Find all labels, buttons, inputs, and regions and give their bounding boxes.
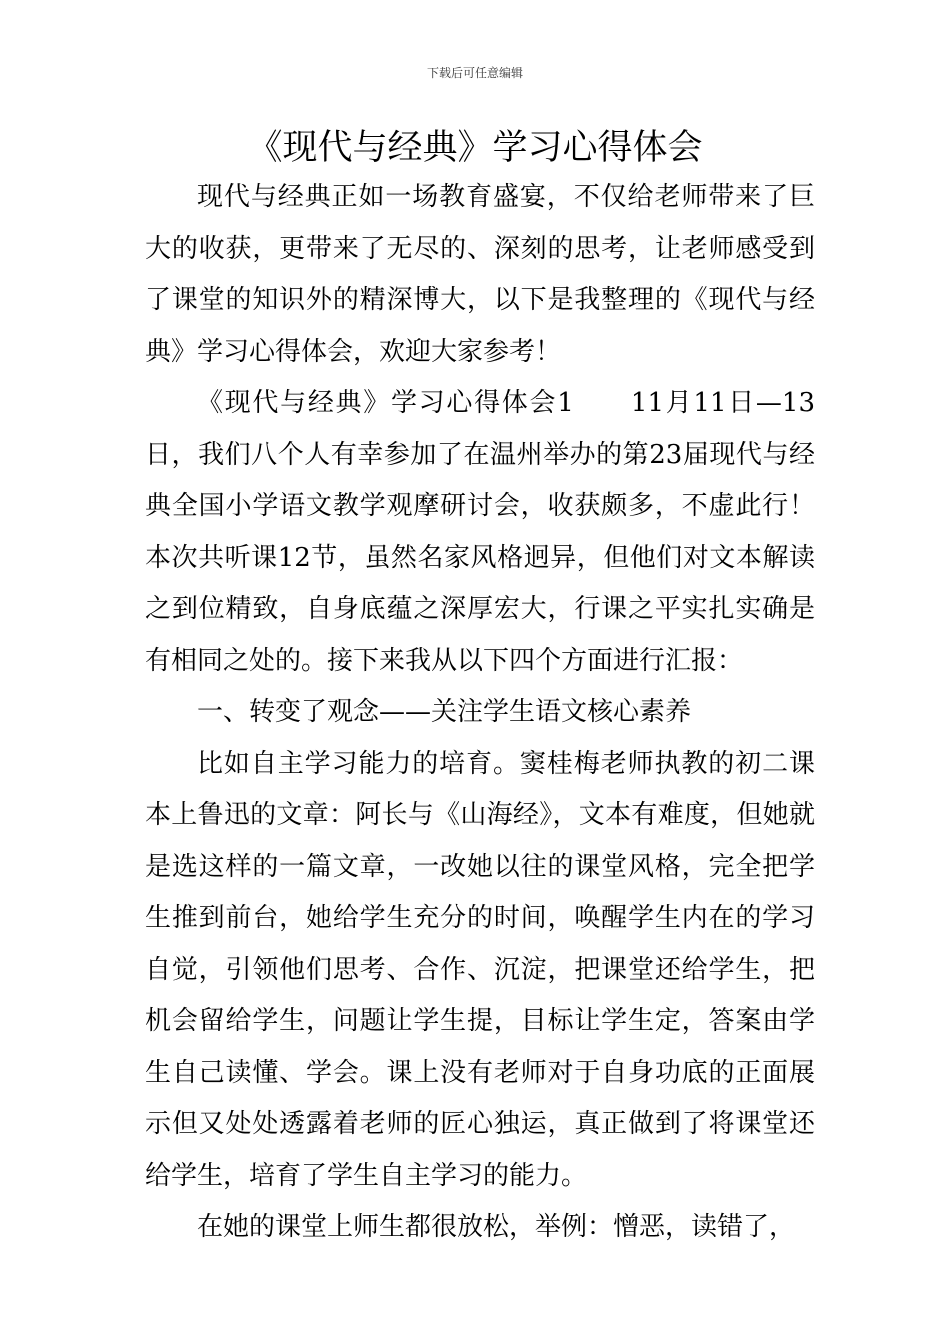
paragraph-continued: 在她的课堂上师生都很放松，举例：憎恶，读错了， xyxy=(197,1212,796,1242)
paragraph-example: 比如自主学习能力的培育。窦桂梅老师执教的初二课本上鲁迅的文章：阿长与《山海经》，文本有难度，但她就是选这样的一篇文章，一改她以往的课堂风格，完全把学生推到前台，她给学生充分的时间，唤醒学生内在的学习自觉，引领他们思考、合作、沉淀，把课堂还给学生，把机会留给学生，问题让学生提，目标让学生定，答案由学生自己读懂、学会。课上没有老师对于自身功底的正面展示但又处处透露着老师的匠心独运，真正做到了将课堂还给学生，培育了学生自主学习的能力。 xyxy=(145,748,815,1191)
document-title: 《现代与经典》学习心得体会 xyxy=(247,128,703,168)
paragraph-intro: 现代与经典正如一场教育盛宴，不仅给老师带来了巨大的收获，更带来了无尽的、深刻的思考，让老师感受到了课堂的知识外的精深博大，以下是我整理的《现代与经典》学习心得体会，欢迎大家参考！ xyxy=(145,182,815,367)
paragraph-section-heading: 一、转变了观念——关注学生语文核心素养 xyxy=(197,697,692,727)
document-body xyxy=(145,172,815,1254)
header-note: 下载后可任意编辑 xyxy=(426,66,523,80)
paragraph-experience-1: 《现代与经典》学习心得体会1 11月11日—13日，我们八个人有幸参加了在温州举办的第23届现代与经典全国小学语文教学观摩研讨会，收获颇多，不虚此行！本次共听课12节，虽然名家风格迥异，但他们对文本解读之到位精致，自身底蕴之深厚宏大，行课之平实扎实确是有相同之处的。接下来我从以下四个方面进行汇报： xyxy=(145,388,815,676)
